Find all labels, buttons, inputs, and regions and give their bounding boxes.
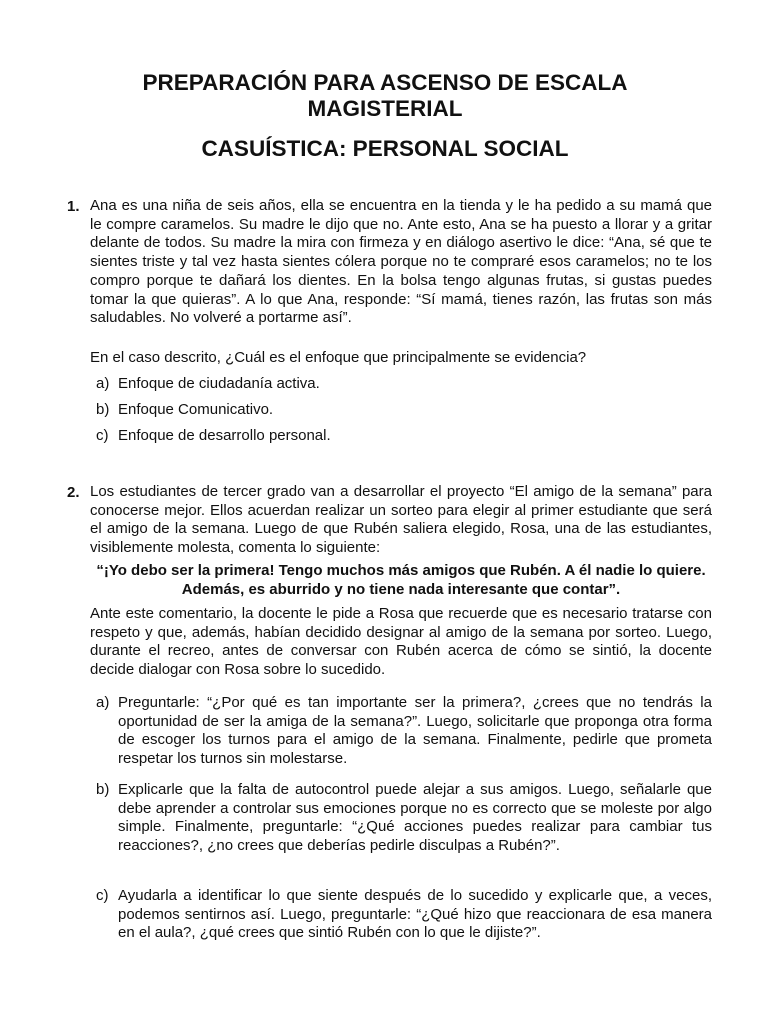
option-letter: b) [96, 781, 110, 798]
option-letter: c) [96, 887, 109, 904]
option-text: Enfoque de desarrollo personal. [118, 427, 331, 444]
question-2-option-c[interactable] [96, 887, 712, 943]
option-letter: c) [96, 427, 109, 444]
question-1-option-c[interactable] [96, 427, 712, 446]
option-letter: a) [96, 694, 110, 711]
question-2-text: Los estudiantes de tercer grado van a desarrollar el proyecto “El amigo de la semana” para conocerse mejor. Ellos acuerdan realizar un sorteo para elegir al primer estudiante que será el amigo de la semana. Luego de que Rubén saliera elegido, Rosa, una de las estudiantes, visiblemente molesta, comenta lo siguiente: [90, 483, 712, 557]
option-text: Enfoque de ciudadanía activa. [118, 375, 320, 392]
question-2-option-a[interactable] [96, 694, 712, 769]
question-2-prompt: Ante este comentario, la docente le pide a Rosa que recuerde que es necesario tratarse con respeto y que, además, habían decidido designar al amigo de la semana por sorteo. Luego, durante el recreo, antes de conversar con Rubén acerca de cómo se sintió, la docente decide dialogar con Rosa sobre lo sucedido. [90, 605, 712, 679]
document-subtitle: CASUÍSTICA: PERSONAL SOCIAL [201, 136, 569, 161]
option-text: Preguntarle: “¿Por qué es tan importante ser la primera?, ¿crees que no tendrás la oportunidad de ser la amiga de la semana?”. Luego, solicitarle que proponga otra forma de escoger los turnos para el amigo de la semana. Finalmente, pedirle que prometa respetar los turnos sin molestarse. [118, 694, 712, 768]
title-line-2: MAGISTERIAL [307, 96, 463, 121]
title-line-1: PREPARACIÓN PARA ASCENSO DE ESCALA [142, 70, 628, 95]
question-1-option-a[interactable] [96, 375, 712, 394]
document-title [60, 70, 710, 122]
option-text: Ayudarla a identificar lo que siente después de lo sucedido y explicarle que, a veces, podemos sentirnos así. Luego, preguntarle: “¿Qué hizo que reaccionara de esa manera en el aula?, ¿qué crees que sintió Rubén con lo que le dijiste?”. [118, 887, 712, 942]
question-1-prompt: En el caso descrito, ¿Cuál es el enfoque que principalmente se evidencia? [90, 349, 587, 366]
option-text: Explicarle que la falta de autocontrol puede alejar a sus amigos. Luego, señalarle que debe aprender a controlar sus emociones porque no es correcto que se moleste por algo simple. Finalmente, preguntarle: “¿Qué acciones puedes realizar para cambiar tus reacciones?, ¿no crees que deberías pedirle disculpas a Rubén?”. [118, 781, 712, 855]
option-letter: a) [96, 375, 110, 392]
question-number-1: 1. [67, 198, 80, 215]
option-text: Enfoque Comunicativo. [118, 401, 274, 418]
question-2-option-b[interactable] [96, 781, 712, 856]
question-1-text: Ana es una niña de seis años, ella se encuentra en la tienda y le ha pedido a su mamá que le compre caramelos. Su madre le dijo que no. Ante esto, Ana se ha puesto a llorar y a gritar delante de todos. Su madre la mira con firmeza y en diálogo asertivo le dice: “Ana, sé que te sientes triste y tal vez hasta sientes cólera porque no te compraré esos caramelos; no te los compro porque te dañará los dientes. En la bolsa tengo algunas frutas, si gustas puedes tomar la que quieras”. A lo que Ana, responde: “Sí mamá, tienes razón, las frutas son más saludables. No volveré a portarme así”. [90, 197, 712, 327]
question-number-2: 2. [67, 484, 80, 501]
question-1-option-b[interactable] [96, 401, 712, 420]
question-2-quote: “¡Yo debo ser la primera! Tengo muchos más amigos que Rubén. A él nadie lo quiere. Además, es aburrido y no tiene nada interesante que contar”. [96, 562, 706, 598]
option-letter: b) [96, 401, 110, 418]
